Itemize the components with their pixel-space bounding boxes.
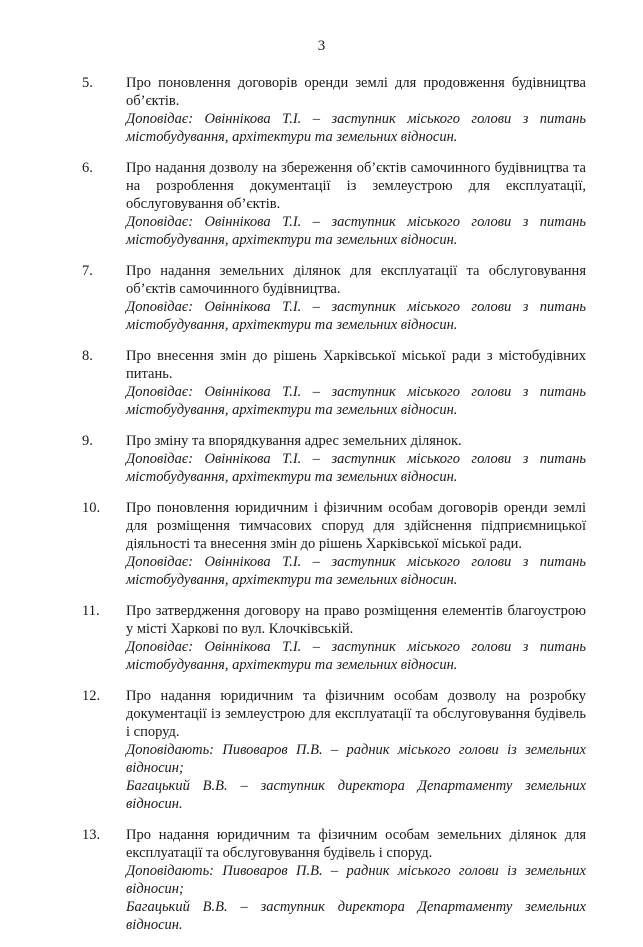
agenda-item-body [126, 499, 586, 589]
agenda-item-number: 10. [82, 500, 101, 516]
agenda-item-body [126, 159, 586, 249]
agenda-item-title: Про надання юридичним та фізичним особам земельних ділянок для експлуатації та обслуговування будівель і споруд. [126, 827, 586, 861]
agenda-item-speaker: Доповідає: Овіннікова Т.І. – заступник міського голови з питань містобудування, архітектури та земельних відносин. [126, 384, 586, 418]
agenda-item-title: Про зміну та впорядкування адрес земельних ділянок. [126, 433, 462, 449]
agenda-item-number: 9. [82, 433, 93, 449]
agenda-item [82, 432, 586, 486]
agenda-list [82, 74, 586, 947]
agenda-item-body [126, 602, 586, 674]
agenda-item [82, 826, 586, 934]
agenda-item [82, 74, 586, 146]
page-number: 3 [317, 38, 326, 54]
agenda-item-title: Про надання земельних ділянок для експлуатації та обслуговування об’єктів самочинного будівництва. [126, 263, 586, 297]
agenda-item-number: 6. [82, 160, 93, 176]
agenda-item-number: 5. [82, 75, 93, 91]
agenda-item-title: Про затвердження договору на право розміщення елементів благоустрою у місті Харкові по вул. Клочківській. [126, 603, 586, 637]
agenda-item-speaker: Доповідають: Пивоваров П.В. – радник міського голови із земельних відносин; [126, 863, 586, 897]
agenda-item-speaker: Доповідає: Овіннікова Т.І. – заступник міського голови з питань містобудування, архітектури та земельних відносин. [126, 639, 586, 673]
agenda-item-number: 13. [82, 827, 101, 843]
agenda-item-speaker: Доповідає: Овіннікова Т.І. – заступник міського голови з питань містобудування, архітектури та земельних відносин. [126, 451, 586, 485]
agenda-item-speaker: Доповідає: Овіннікова Т.І. – заступник міського голови з питань містобудування, архітектури та земельних відносин. [126, 111, 586, 145]
agenda-item-speaker: Доповідають: Пивоваров П.В. – радник міського голови із земельних відносин; [126, 742, 586, 776]
agenda-item-title: Про поновлення договорів оренди землі для продовження будівництва об’єктів. [126, 75, 586, 109]
agenda-item-title: Про внесення змін до рішень Харківської міської ради з містобудівних питань. [126, 348, 586, 382]
agenda-item-body [126, 262, 586, 334]
agenda-item-speaker: Багацький В.В. – заступник директора Департаменту земельних відносин. [126, 899, 586, 933]
agenda-item-number: 7. [82, 263, 93, 279]
agenda-item [82, 159, 586, 249]
agenda-item-number: 11. [82, 603, 100, 619]
agenda-item-body [126, 687, 586, 813]
agenda-item [82, 687, 586, 813]
agenda-item-body [126, 432, 586, 486]
agenda-item-title: Про надання юридичним та фізичним особам дозволу на розробку документації із землеустрою для експлуатації та обслуговування будівель і споруд. [126, 688, 586, 740]
agenda-item-body [126, 74, 586, 146]
agenda-item-body [126, 347, 586, 419]
agenda-item-speaker: Багацький В.В. – заступник директора Департаменту земельних відносин. [126, 778, 586, 812]
agenda-item-speaker: Доповідає: Овіннікова Т.І. – заступник міського голови з питань містобудування, архітектури та земельних відносин. [126, 214, 586, 248]
agenda-item-title: Про поновлення юридичним і фізичним особам договорів оренди землі для розміщення тимчасових споруд для здійснення підприємницької діяльності та внесення змін до рішень Харківської міської ради. [126, 500, 586, 552]
agenda-item-speaker: Доповідає: Овіннікова Т.І. – заступник міського голови з питань містобудування, архітектури та земельних відносин. [126, 554, 586, 588]
agenda-item-number: 12. [82, 688, 101, 704]
agenda-item [82, 262, 586, 334]
agenda-item [82, 602, 586, 674]
agenda-item [82, 499, 586, 589]
agenda-item-title: Про надання дозволу на збереження об’єктів самочинного будівництва та на розроблення документації із землеустрою для експлуатації, обслуговування об’єктів. [126, 160, 586, 212]
agenda-item [82, 347, 586, 419]
agenda-item-speaker: Доповідає: Овіннікова Т.І. – заступник міського голови з питань містобудування, архітектури та земельних відносин. [126, 299, 586, 333]
agenda-item-body [126, 826, 586, 934]
agenda-item-number: 8. [82, 348, 93, 364]
